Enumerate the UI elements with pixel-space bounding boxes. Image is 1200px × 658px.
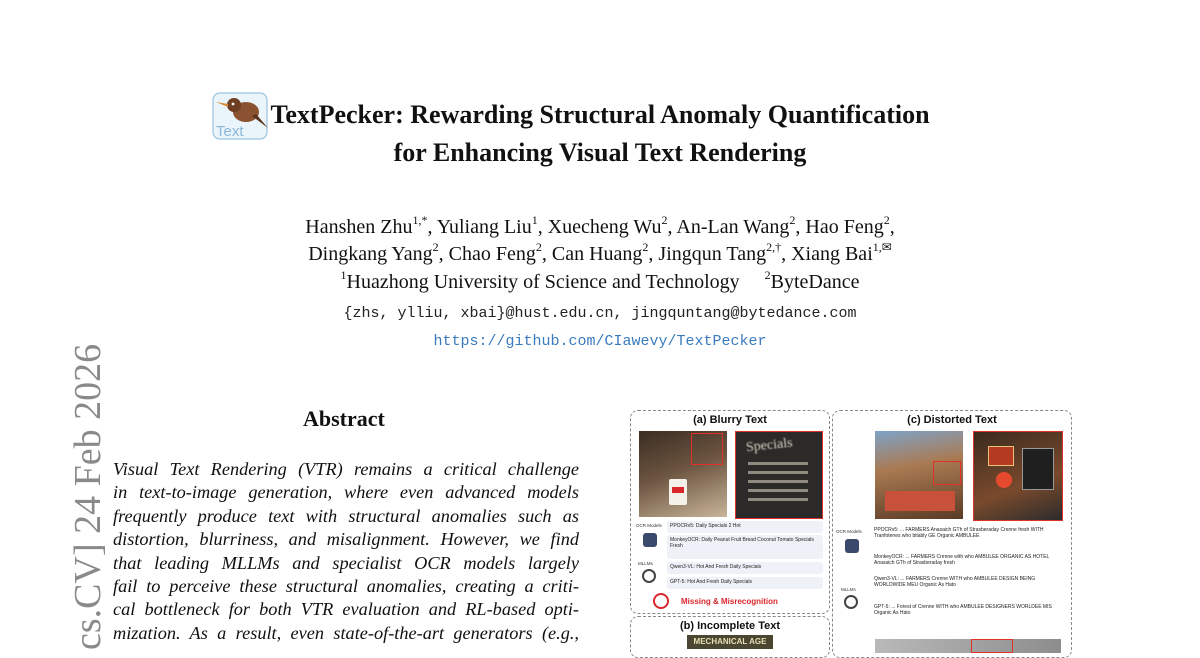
result-row-qwen: Qwen3-VL: ... FARMERS Crenne WITH who AMBULEE DESIGN BEING WORLDWIDE MEU Organic As Hato xyxy=(871,574,1067,598)
logo-text: Text xyxy=(216,123,244,140)
affiliation-1: Huazhong University of Science and Technology xyxy=(346,271,740,293)
mllms-label-c: MLLMs xyxy=(841,587,856,592)
paper-title-line-1: TextPecker: Rewarding Structural Anomaly Quantification xyxy=(270,100,930,129)
panel-blurry-text xyxy=(630,410,830,614)
ocr-models-label: OCR Models xyxy=(636,523,662,528)
affiliation-2: ByteDance xyxy=(770,271,860,293)
result-row-qwen: Qwen3-VL: Hot And Fresh Daily Specials xyxy=(667,562,823,574)
arxiv-stamp xyxy=(0,320,109,650)
panel-c-title: (c) Distorted Text xyxy=(907,414,997,426)
author-emails: {zhs, ylliu, xbai}@hust.edu.cn, jingquntang@bytedance.com xyxy=(343,305,857,322)
panel-incomplete-text xyxy=(630,616,830,658)
result-row-gpt: GPT-5: ... Forest of Crenne WITH who AMBULEE DESIGNERS WORLDEE MIS Organic As Hato xyxy=(871,602,1067,626)
abstract-line: distortion, blurriness, and misalignment. However, we find xyxy=(113,529,579,550)
distorted-sign-zoom xyxy=(973,431,1063,521)
teaser-figure xyxy=(630,408,1074,648)
result-row-ppocr: PPOCRv5: Daily Specials 2 Hot xyxy=(667,521,823,533)
panel-distorted-text xyxy=(832,410,1072,658)
mechanical-age-text: MECHANICAL AGE xyxy=(693,637,767,646)
authors-line-1: Hanshen Zhu$^{1,*}$, Yuliang Liu$^1$, Xuecheng Wu$^2$, An-Lan Wang$^2$, Hao Feng$^2$, xyxy=(305,213,895,238)
result-row-monkeyocr: MonkeyOCR: Daily Peanut Fruit Bread Coconut Tomato Specials Fresh xyxy=(667,535,823,559)
robot-icon xyxy=(643,533,657,547)
paper-title-line-2: for Enhancing Visual Text Rendering xyxy=(393,138,807,167)
affiliations: $^1$Huazhong University of Science and Technology $^2$ByteDance xyxy=(340,268,860,293)
robot-icon xyxy=(845,539,859,553)
abstract-line: fail to perceive these structural anomalies, creating a criti- xyxy=(113,575,579,596)
arxiv-stamp-text: cs.CV] 24 Feb 2026 xyxy=(67,343,109,650)
sad-face-icon xyxy=(653,593,669,609)
abstract-heading: Abstract xyxy=(303,406,385,431)
mechanical-age-sign xyxy=(687,635,773,649)
result-row-monkeyocr: MonkeyOCR: ... FARMERS Crenne with who AMBULEE ORGANIC AS HOTEL Anasaich GTh of Strasberaday fresh xyxy=(871,552,1067,570)
abstract-line: frequently produce text with structural anomalies such as xyxy=(113,505,579,526)
missing-misrecognition-label: Missing & Misrecognition xyxy=(681,597,778,606)
cafe-photo xyxy=(639,431,727,517)
panel-b-title: (b) Incomplete Text xyxy=(679,620,781,632)
sign-text: Specials xyxy=(745,435,794,456)
blurry-sign-zoom xyxy=(735,431,823,519)
authors-line-2: Dingkang Yang$^2$, Chao Feng$^2$, Can Huang$^2$, Jingqun Tang$^{2,\dagger}$, Xiang Bai$^{1,✉}$ xyxy=(308,240,892,265)
panel-a-title: (a) Blurry Text xyxy=(693,414,767,426)
abstract-line: that leading MLLMs and specialist OCR models largely xyxy=(113,552,579,573)
abstract-line: mization. As a result, even state-of-the-art generators (e.g., xyxy=(113,622,579,643)
abstract-line: cal bottleneck for both VTR evaluation and RL-based opti- xyxy=(113,599,579,620)
openai-icon xyxy=(844,595,858,609)
abstract-line: Visual Text Rendering (VTR) remains a critical challenge xyxy=(113,459,579,479)
mllms-label: MLLMs xyxy=(638,561,653,566)
abstract-body xyxy=(113,458,579,645)
github-link[interactable]: https://github.com/CIawevy/TextPecker xyxy=(433,333,767,350)
ocr-models-label-c: OCR Models xyxy=(836,529,862,534)
bottom-photo-strip xyxy=(875,639,1061,653)
result-row-ppocr: PPOCRv5: ... FARMERS Anasaich GTh of Strasberaday Crenne fresh WITH Tranfotenes who bitably GE Organic AMBULEE xyxy=(871,525,1067,549)
abstract-line: in text-to-image generation, where even advanced models xyxy=(113,482,579,503)
result-row-gpt: GPT-5: Hot And Fresh Daily Specials xyxy=(667,577,823,589)
market-photo xyxy=(875,431,963,519)
openai-icon xyxy=(642,569,656,583)
